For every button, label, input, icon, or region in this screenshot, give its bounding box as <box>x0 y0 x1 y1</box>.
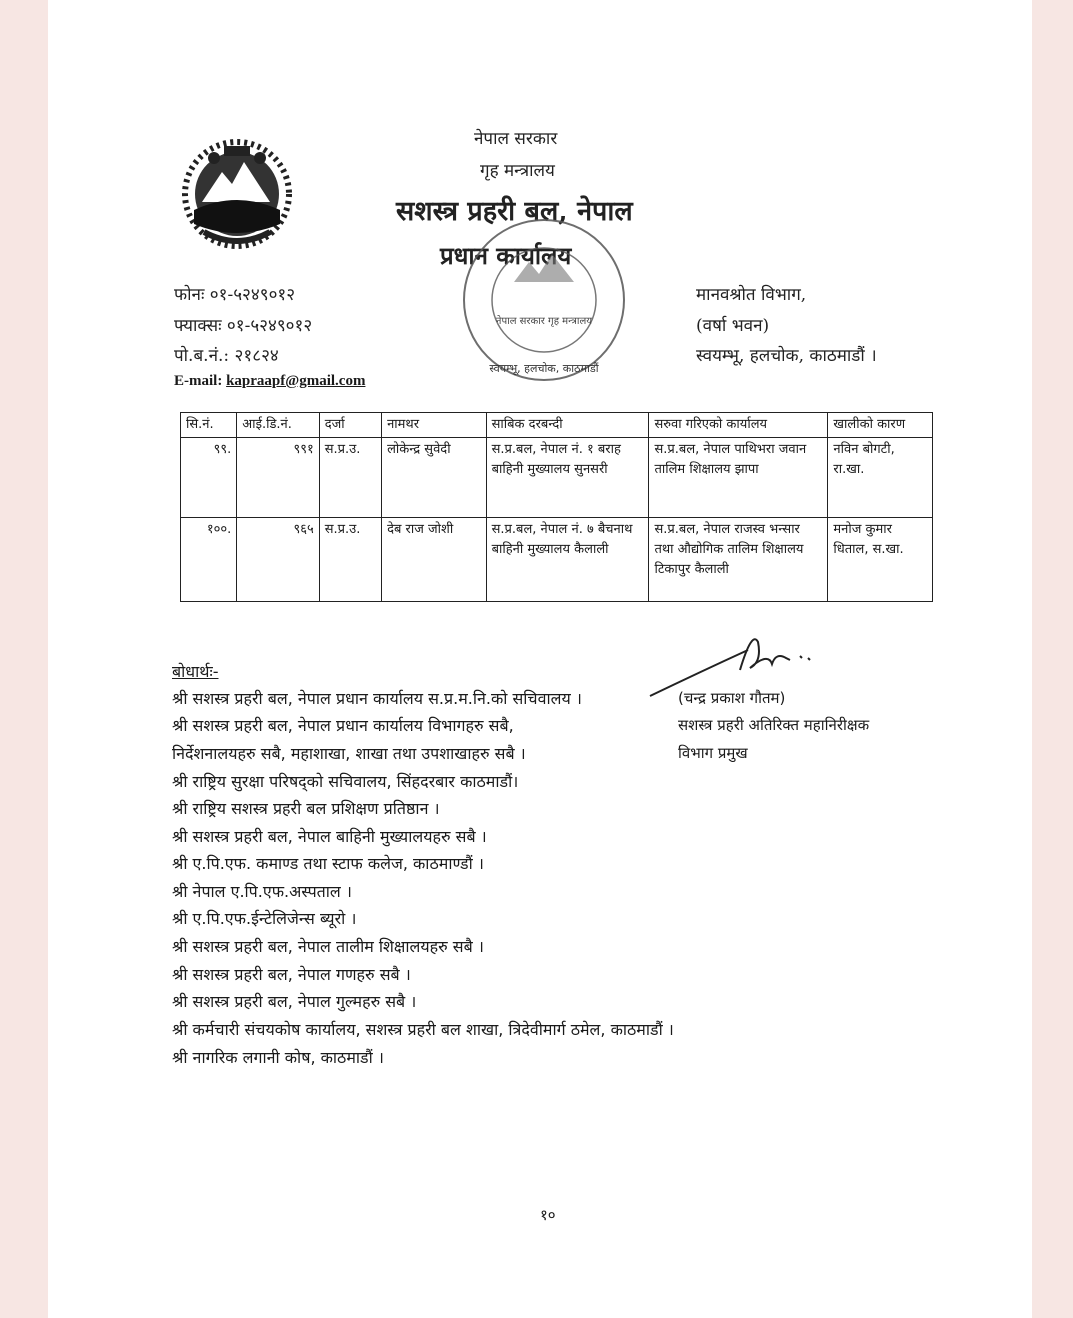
signatory-title: सशस्त्र प्रहरी अतिरिक्त महानिरीक्षक <box>678 716 870 734</box>
contact-fax: फ्याक्सः ०१-५२४९०१२ <box>174 316 313 336</box>
contact-phone: फोनः ०१-५२४९०१२ <box>174 285 296 305</box>
header-line-government: नेपाल सरकार <box>474 129 558 149</box>
list-item: निर्देशनालयहरु सबै, महाशाखा, शाखा तथा उपशाखाहरु सबै । <box>172 744 526 763</box>
list-item: श्री सशस्त्र प्रहरी बल, नेपाल बाहिनी मुख्यालयहरु सबै । <box>172 827 487 846</box>
document-page <box>48 0 1032 1318</box>
serial-cell: १००. <box>181 518 237 602</box>
rank-cell: स.प्र.उ. <box>319 438 381 518</box>
cc-label: बोधार्थः- <box>172 662 219 681</box>
stamp-bottom-text: स्वयम्भू, हलचोक, काठमाडौं <box>489 362 599 375</box>
column-header: खालीको कारण <box>828 413 933 438</box>
rank-cell: स.प्र.उ. <box>319 518 381 602</box>
header-line-ministry: गृह मन्त्रालय <box>480 161 555 181</box>
header-office: प्रधान कार्यालय <box>440 241 572 270</box>
list-item: श्री सशस्त्र प्रहरी बल, नेपाल प्रधान कार्यालय विभागहरु सबै, <box>172 716 514 735</box>
name-cell: देब राज जोशी <box>382 518 487 602</box>
table-row <box>181 438 933 518</box>
column-header: साबिक दरबन्दी <box>486 413 649 438</box>
list-item: श्री ए.पि.एफ. कमाण्ड तथा स्टाफ कलेज, काठमाण्डौं । <box>172 854 484 873</box>
list-item: श्री कर्मचारी संचयकोष कार्यालय, सशस्त्र प्रहरी बल शाखा, त्रिदेवीमार्ग ठमेल, काठमाडौं । <box>172 1020 674 1039</box>
contact-email-row <box>174 373 365 390</box>
column-header: आई.डि.नं. <box>237 413 319 438</box>
table-header-row <box>181 413 933 438</box>
list-item: श्री सशस्त्र प्रहरी बल, नेपाल तालीम शिक्षालयहरु सबै । <box>172 937 484 956</box>
transfer-table <box>180 412 933 602</box>
list-item: श्री ए.पि.एफ.ईन्टेलिजेन्स ब्यूरो । <box>172 909 357 928</box>
column-header: नामथर <box>382 413 487 438</box>
list-item: श्री सशस्त्र प्रहरी बल, नेपाल गणहरु सबै । <box>172 965 411 984</box>
previous-post-cell: स.प्र.बल, नेपाल नं. ७ बैचनाथ बाहिनी मुख्यालय कैलाली <box>486 518 649 602</box>
header-organization: सशस्त्र प्रहरी बल, नेपाल <box>396 196 633 227</box>
column-header: सि.नं. <box>181 413 237 438</box>
name-cell: लोकेन्द्र सुवेदी <box>382 438 487 518</box>
transfer-office-cell: स.प्र.बल, नेपाल राजस्व भन्सार तथा औद्योगिक तालिम शिक्षालय टिकापुर कैलाली <box>649 518 828 602</box>
list-item: श्री नागरिक लगानी कोष, काठमाडौं । <box>172 1048 384 1067</box>
serial-cell: ९९. <box>181 438 237 518</box>
department-address: स्वयम्भू, हलचोक, काठमाडौं । <box>696 346 877 366</box>
list-item: श्री नेपाल ए.पि.एफ.अस्पताल । <box>172 882 352 901</box>
previous-post-cell: स.प्र.बल, नेपाल नं. १ बराह बाहिनी मुख्यालय सुनसरी <box>486 438 649 518</box>
signatory-role: विभाग प्रमुख <box>678 744 748 762</box>
vacancy-reason-cell: नविन बोगटी, रा.खा. <box>828 438 933 518</box>
id-cell: ९९१ <box>237 438 319 518</box>
office-stamp <box>444 212 644 392</box>
department-name: मानवश्रोत विभाग, <box>696 285 807 305</box>
department-building: (वर्षा भवन) <box>696 316 770 336</box>
transfer-office-cell: स.प्र.बल, नेपाल पाथिभरा जवान तालिम शिक्षालय झापा <box>649 438 828 518</box>
list-item: श्री राष्ट्रिय सुरक्षा परिषद्को सचिवालय, सिंहदरबार काठमाडौं। <box>172 772 519 791</box>
list-item: श्री राष्ट्रिय सशस्त्र प्रहरी बल प्रशिक्षण प्रतिष्ठान । <box>172 799 440 818</box>
id-cell: ९६५ <box>237 518 319 602</box>
email-label: E-mail: <box>174 373 223 389</box>
contact-pobox: पो.ब.नं.: २१८२४ <box>174 346 279 366</box>
list-item: श्री सशस्त्र प्रहरी बल, नेपाल प्रधान कार्यालय स.प्र.म.नि.को सचिवालय । <box>172 689 582 708</box>
page-number: १० <box>540 1206 556 1224</box>
signatory-name: (चन्द्र प्रकाश गौतम) <box>678 689 786 707</box>
vacancy-reason-cell: मनोज कुमार धिताल, स.खा. <box>828 518 933 602</box>
stamp-inner-text: नेपाल सरकार गृह मन्त्रालय <box>495 316 593 327</box>
column-header: सरुवा गरिएको कार्यालय <box>649 413 828 438</box>
list-item: श्री सशस्त्र प्रहरी बल, नेपाल गुल्महरु सबै । <box>172 992 417 1011</box>
column-header: दर्जा <box>319 413 381 438</box>
table-row <box>181 518 933 602</box>
nepal-emblem-logo <box>174 132 300 256</box>
email-link[interactable]: kapraapf@gmail.com <box>226 373 366 389</box>
